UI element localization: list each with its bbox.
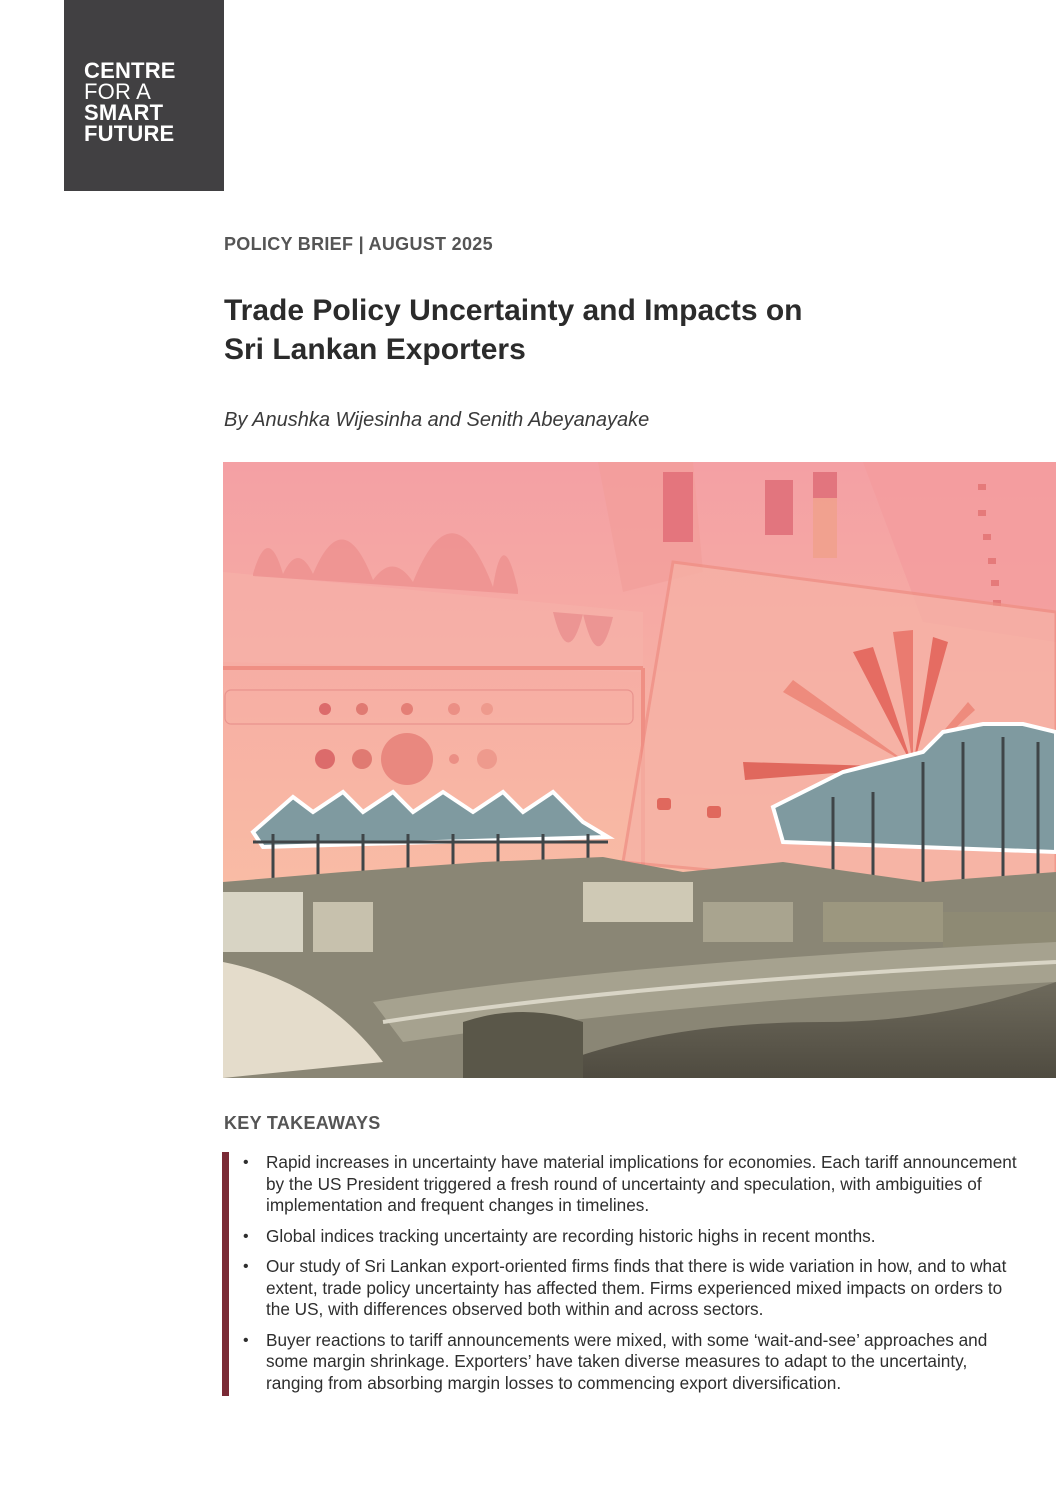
- title-line-1: Trade Policy Uncertainty and Impacts on: [224, 294, 803, 327]
- takeaway-text: Our study of Sri Lankan export-oriented firms finds that there is wide variation in how, and to what extent, trade policy uncertainty has affected them. Firms experienced mixed impacts on orders to the US, with differences observed both within and across sectors.: [266, 1256, 1007, 1319]
- byline: By Anushka Wijesinha and Senith Abeyanayake: [224, 409, 650, 431]
- cover-illustration: [223, 462, 1056, 1078]
- bullet-icon: •: [243, 1227, 249, 1245]
- takeaway-item: [229, 1152, 1019, 1217]
- bullet-icon: •: [243, 1258, 249, 1275]
- takeaway-text: Rapid increases in uncertainty have material implications for economies. Each tariff announcement by the US President triggered a fresh round of uncertainty and speculation, with ambiguities of implementation and frequent changes in timelines.: [266, 1152, 1017, 1215]
- organization-logo: [64, 0, 224, 191]
- logo-line-centre: CENTRE: [84, 58, 176, 83]
- takeaway-item: [229, 1330, 1019, 1395]
- takeaway-text: Global indices tracking uncertainty are recording historic highs in recent months.: [266, 1225, 876, 1246]
- bullet-icon: •: [243, 1154, 249, 1171]
- bullet-icon: •: [243, 1331, 249, 1349]
- cover-illustration-svg: [223, 462, 1056, 1078]
- logo-line-smart: SMART: [84, 100, 164, 125]
- takeaway-text: Buyer reactions to tariff announcements were mixed, with some ‘wait-and-see’ approaches and some margin shrinkage. Exporters’ have taken diverse measures to adapt to the uncertainty, ranging from absorbing margin losses to commencing export diversification.: [266, 1329, 988, 1393]
- takeaway-item: [229, 1256, 1019, 1321]
- key-takeaways-heading: KEY TAKEAWAYS: [224, 1113, 381, 1133]
- series-label: POLICY BRIEF | AUGUST 2025: [224, 234, 493, 254]
- takeaway-item: [229, 1226, 1019, 1248]
- logo-line-for-a: FOR A: [84, 79, 152, 104]
- title-line-2: Sri Lankan Exporters: [224, 333, 526, 366]
- page-title: [224, 291, 984, 369]
- key-takeaways-list: [222, 1152, 1019, 1396]
- logo-line-future: FUTURE: [84, 121, 175, 146]
- port-cityscape: [223, 857, 1056, 1078]
- logo-text: [84, 60, 176, 144]
